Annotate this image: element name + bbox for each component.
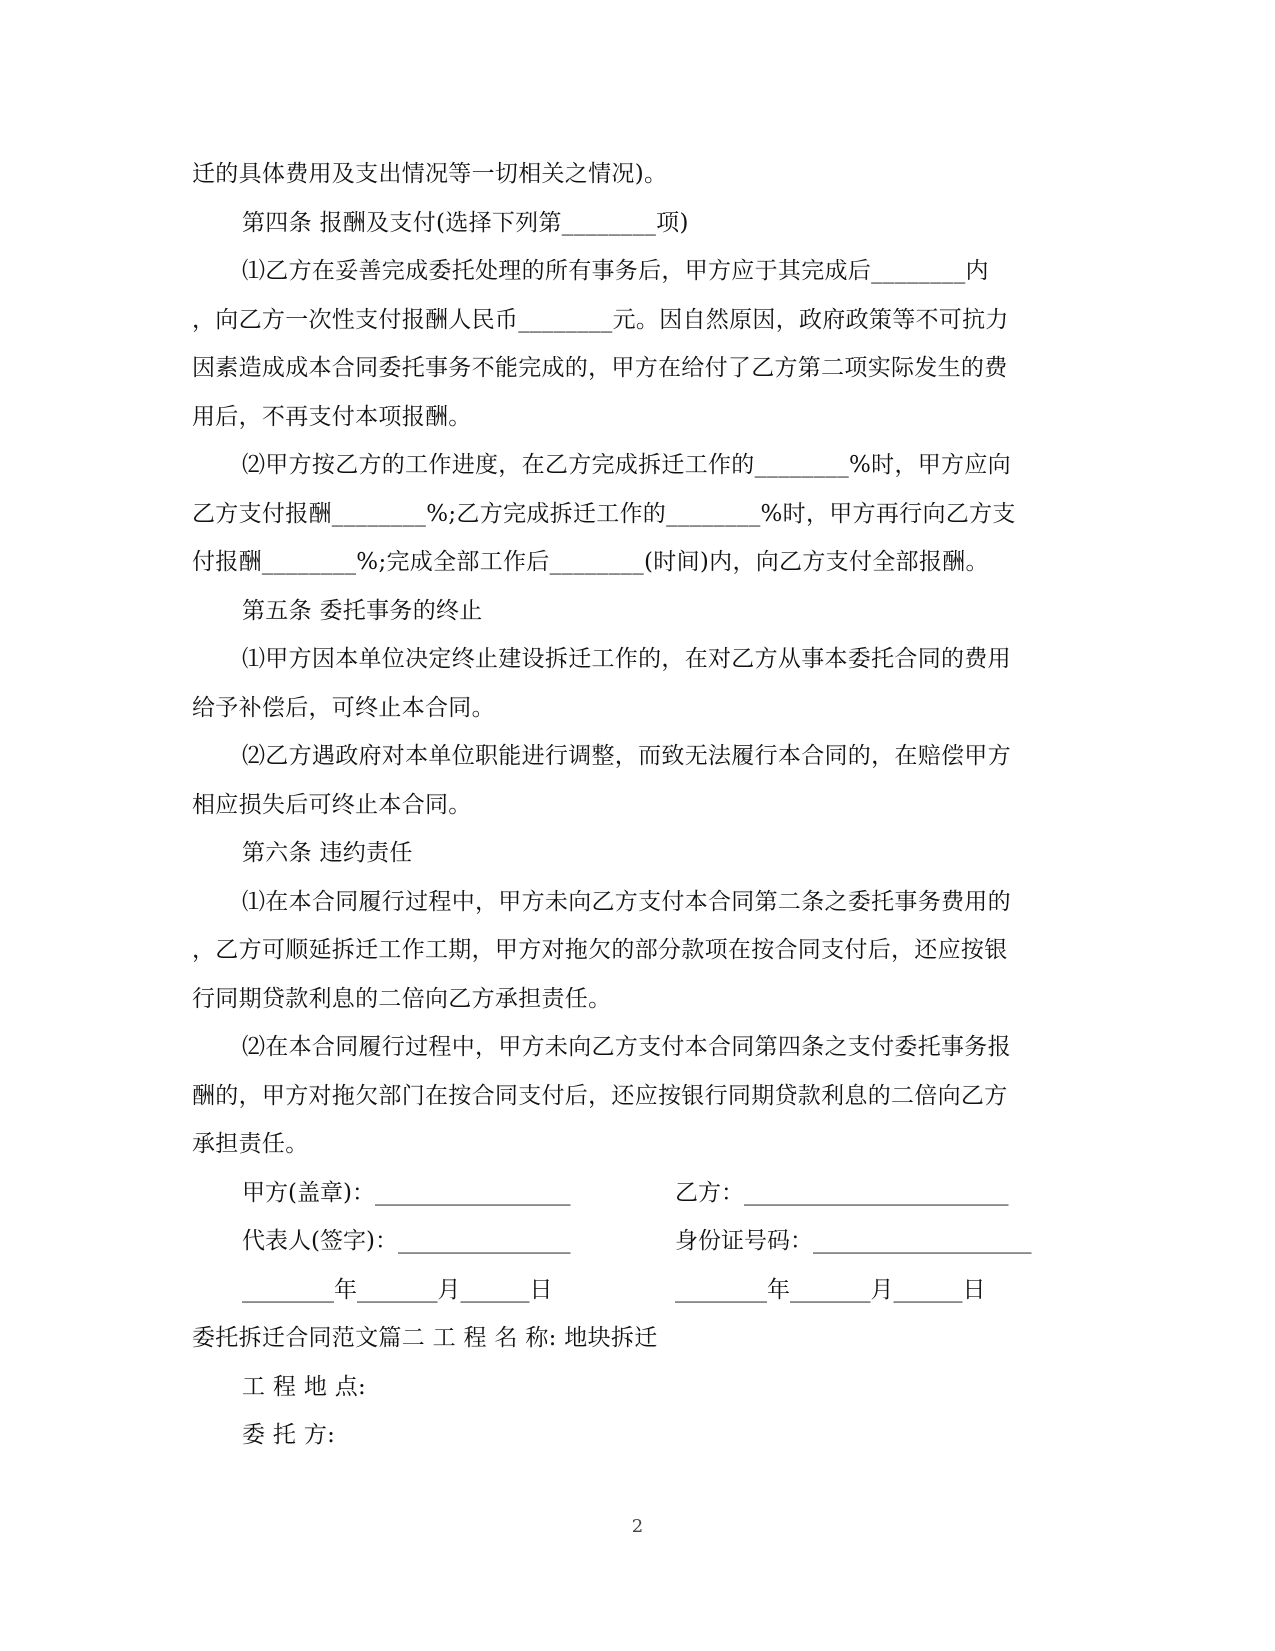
- text-line: 相应损失后可终止本合同。: [192, 791, 472, 818]
- text-line: ，向乙方一次性支付报酬人民币________元。因自然原因，政府政策等不可抗力: [192, 306, 1009, 333]
- text-line: 委 托 方:: [242, 1422, 336, 1448]
- document-body: [192, 150, 1082, 1460]
- party-b-date-field: ________年_______月______日: [675, 1276, 986, 1303]
- text-line: ⑵乙方遇政府对本单位职能进行调整，而致无法履行本合同的，在赔偿甲方: [242, 743, 1011, 769]
- text-line: 委托拆迁合同范文篇二 工 程 名 称: 地块拆迁: [192, 1325, 658, 1351]
- text-line: 因素造成成本合同委托事务不能完成的，甲方在给付了乙方第二项实际发生的费: [192, 355, 1008, 381]
- text-line: 用后，不再支付本项报酬。: [192, 403, 472, 430]
- second-contract-header: [192, 1314, 1082, 1460]
- text-line: ⑴在本合同履行过程中，甲方未向乙方支付本合同第二条之委托事务费用的: [242, 888, 1011, 915]
- text-line: 第五条 委托事务的终止: [242, 597, 483, 624]
- text-line: ⑵甲方按乙方的工作进度，在乙方完成拆迁工作的________%时，甲方应向: [242, 452, 1011, 478]
- representative-signature-field: 代表人(签字)：_______________: [242, 1228, 571, 1254]
- text-line: ⑴乙方在妥善完成委托处理的所有事务后，甲方应于其完成后________内: [242, 258, 989, 284]
- text-line: 第四条 报酬及支付(选择下列第________项): [242, 209, 689, 236]
- text-line: ⑵在本合同履行过程中，甲方未向乙方支付本合同第四条之支付委托事务报: [242, 1034, 1011, 1060]
- party-a-date-field: ________年_______月______日: [242, 1276, 553, 1303]
- text-line: 行同期贷款利息的二倍向乙方承担责任。: [192, 985, 612, 1012]
- text-line: 承担责任。: [192, 1131, 309, 1157]
- id-number-field: 身份证号码：___________________: [675, 1228, 1032, 1254]
- signature-row-representative: [192, 1217, 1082, 1266]
- party-b-field: 乙方：_______________________: [675, 1179, 1009, 1206]
- text-line: 乙方支付报酬________%;乙方完成拆迁工作的________%时，甲方再行向乙方支: [192, 500, 1016, 527]
- text-line: 工 程 地 点:: [242, 1373, 367, 1400]
- signature-row-party: [192, 1169, 1082, 1218]
- contract-text: [192, 150, 1082, 1169]
- text-line: 付报酬________%;完成全部工作后________(时间)内，向乙方支付全部报酬。: [192, 549, 989, 575]
- text-line: 给予补偿后，可终止本合同。: [192, 694, 495, 721]
- text-line: ，乙方可顺延拆迁工作工期，甲方对拖欠的部分款项在按合同支付后，还应按银: [192, 937, 1008, 963]
- text-line: 第六条 违约责任: [242, 840, 413, 866]
- text-line: ⑴甲方因本单位决定终止建设拆迁工作的，在对乙方从事本委托合同的费用: [242, 646, 1011, 672]
- text-line: 迁的具体费用及支出情况等一切相关之情况)。: [192, 161, 668, 187]
- page-number: 2: [631, 1516, 644, 1537]
- text-line: 酬的，甲方对拖欠部门在按合同支付后，还应按银行同期贷款利息的二倍向乙方: [192, 1082, 1008, 1109]
- signature-row-date: [192, 1266, 1082, 1315]
- party-a-seal-field: 甲方(盖章)：_________________: [242, 1179, 571, 1206]
